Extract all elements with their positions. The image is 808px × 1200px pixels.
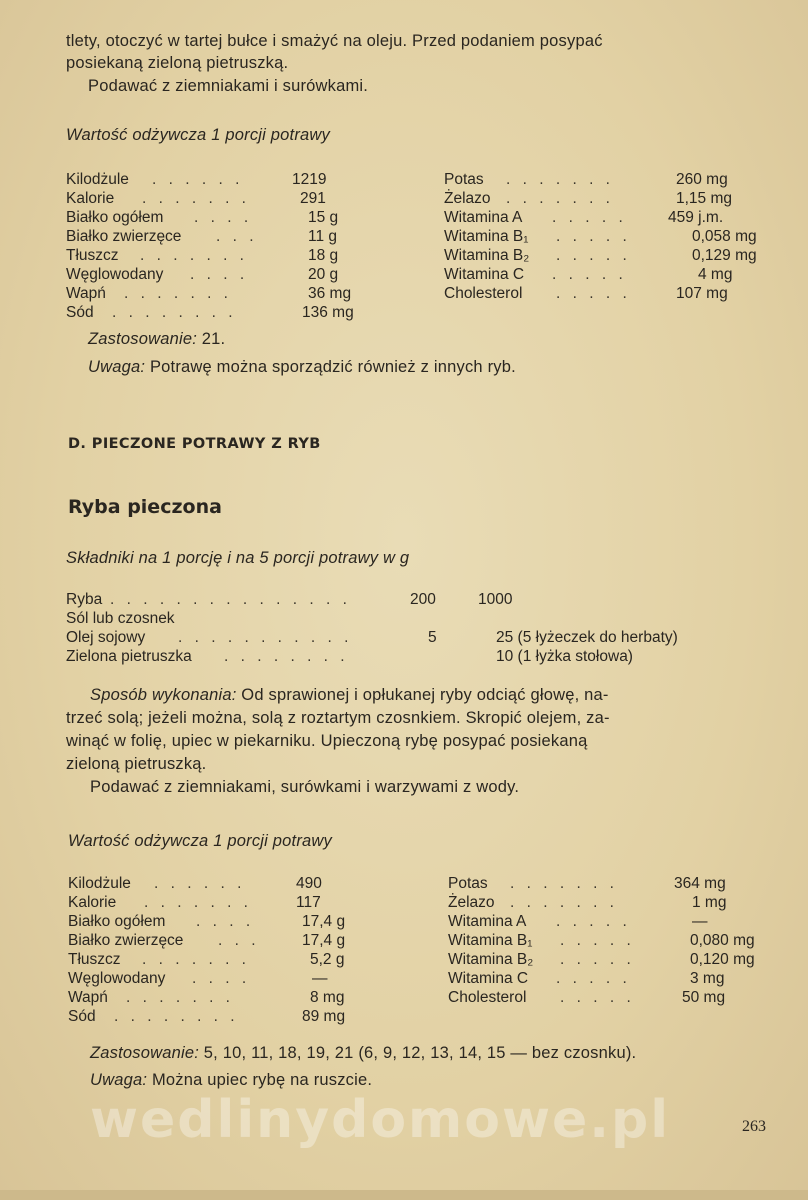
leader-dots: . . . . . . . xyxy=(510,875,618,892)
nutrient-value: 15 g xyxy=(308,209,339,226)
ingredients-table xyxy=(66,590,746,666)
nutrient-label: Węglowodany xyxy=(68,970,166,987)
nutrient-label: Wapń xyxy=(68,989,108,1006)
nutrient-value: 17,4 g xyxy=(302,913,346,930)
amount-five: 10 (1 łyżka stołowa) xyxy=(496,648,633,665)
nutrition-left-table xyxy=(66,170,366,322)
section-heading: D. PIECZONE POTRAWY Z RYB xyxy=(68,436,321,452)
nutrition-row xyxy=(448,988,778,1007)
method-line-3: winąć w folię, upiec w piekarniku. Upieczoną rybę posypać posiekaną xyxy=(66,732,588,750)
note-label: Uwaga: xyxy=(90,1071,148,1089)
nutrient-label: Witamina B₁ xyxy=(448,932,533,949)
nutrient-value: 0,058 mg xyxy=(692,228,757,245)
nutrient-label: Sód xyxy=(68,1008,96,1025)
nutrition-row xyxy=(66,284,366,303)
nutrient-label: Białko ogółem xyxy=(66,209,164,226)
nutrient-value: 36 mg xyxy=(308,285,352,302)
nutrient-label: Witamina A xyxy=(448,913,527,930)
usage-label: Zastosowanie: xyxy=(90,1044,199,1062)
leader-dots: . . . . . . . . . . . . . . . xyxy=(110,591,351,608)
nutrient-label: Kilodżule xyxy=(68,875,131,892)
leader-dots: . . . xyxy=(216,228,258,245)
nutrient-label: Białko zwierzęce xyxy=(68,932,184,949)
nutrition-row xyxy=(68,969,368,988)
nutrient-label: Witamina C xyxy=(444,266,525,283)
watermark: wedlinydomowe.pl xyxy=(90,1090,671,1150)
nutrient-value: 260 mg xyxy=(676,171,728,188)
leader-dots: . . . . . . . . xyxy=(114,1008,239,1025)
nutrition-row xyxy=(66,170,366,189)
nutrition-row xyxy=(68,874,368,893)
ingredients-title: Składniki na 1 porcję i na 5 porcji potrawy w g xyxy=(66,549,410,567)
leader-dots: . . . . . xyxy=(556,285,631,302)
nutrient-value: 1219 xyxy=(292,171,327,188)
nutrient-label: Cholesterol xyxy=(444,285,523,302)
nutrient-label: Witamina B₁ xyxy=(444,228,529,245)
leader-dots: . . . . . xyxy=(552,209,627,226)
nutrition-right-table xyxy=(448,874,778,1007)
nutrient-label: Wapń xyxy=(66,285,106,302)
leader-dots: . . . . xyxy=(190,266,249,283)
nutrient-label: Tłuszcz xyxy=(66,247,119,264)
nutrient-value: 1,15 mg xyxy=(676,190,733,207)
nutrient-value: 4 mg xyxy=(698,266,733,283)
nutrition-row xyxy=(68,950,368,969)
leader-dots: . . . . xyxy=(196,913,255,930)
leader-dots: . . . . . . . xyxy=(142,190,250,207)
nutrition-row xyxy=(444,208,774,227)
ingredient-name: Zielona pietruszka xyxy=(66,648,192,665)
leader-dots: . . . . . xyxy=(552,266,627,283)
nutrition-row xyxy=(68,1007,368,1026)
nutrient-value: 11 g xyxy=(308,228,338,245)
nutrition-row xyxy=(444,170,774,189)
leader-dots: . . . . . . . xyxy=(140,247,248,264)
leader-dots: . . . . . . . xyxy=(506,190,614,207)
nutrition-row xyxy=(68,912,368,931)
nutrient-value: 459 j.m. xyxy=(668,209,724,226)
leader-dots: . . . . . . xyxy=(152,171,244,188)
intro-line-2: posiekaną zieloną pietruszką. xyxy=(66,54,289,72)
nutrient-value: — xyxy=(312,970,328,987)
amount-one: 200 xyxy=(410,591,436,608)
nutrient-value: 0,080 mg xyxy=(690,932,755,949)
nutrition-row xyxy=(448,931,778,950)
leader-dots: . . . . . . . xyxy=(144,894,252,911)
nutrient-label: Żelazo xyxy=(444,190,491,207)
ingredient-name: Ryba xyxy=(66,591,103,608)
note-line xyxy=(88,358,516,377)
nutrient-label: Witamina C xyxy=(448,970,529,987)
nutrient-label: Żelazo xyxy=(448,894,495,911)
nutrition-row xyxy=(66,189,366,208)
nutrient-value: 89 mg xyxy=(302,1008,346,1025)
leader-dots: . . . . . xyxy=(556,247,631,264)
usage-label: Zastosowanie: xyxy=(88,330,197,348)
leader-dots: . . . . . . . xyxy=(510,894,618,911)
nutrient-value: 136 mg xyxy=(302,304,354,321)
nutrient-label: Witamina B₂ xyxy=(448,951,534,968)
method-line-4: zieloną pietruszką. xyxy=(66,755,207,773)
leader-dots: . . . . . xyxy=(560,989,635,1006)
usage-value: 21. xyxy=(201,330,226,348)
leader-dots: . . . . . xyxy=(560,932,635,949)
nutrient-label: Potas xyxy=(448,875,488,892)
nutrient-label: Kalorie xyxy=(66,190,115,207)
nutrient-value: 364 mg xyxy=(674,875,726,892)
nutrient-value: 490 xyxy=(296,875,322,892)
nutrition-row xyxy=(444,246,774,265)
nutrition-row xyxy=(68,893,368,912)
nutrition-right-table xyxy=(444,170,774,303)
leader-dots: . . . . . xyxy=(556,970,631,987)
nutrient-label: Tłuszcz xyxy=(68,951,121,968)
method-line-2: trzeć solą; jeżeli można, solą z roztartym czosnkiem. Skropić olejem, za- xyxy=(66,709,610,727)
note-value: Potrawę można sporządzić również z innych ryb. xyxy=(149,358,516,376)
nutrient-value: 3 mg xyxy=(690,970,725,987)
nutrition-row xyxy=(66,246,366,265)
leader-dots: . . . . xyxy=(192,970,251,987)
note-value: Można upiec rybę na ruszcie. xyxy=(151,1071,373,1089)
leader-dots: . . . . xyxy=(194,209,253,226)
nutrition-title: Wartość odżywcza 1 porcji potrawy xyxy=(68,832,332,850)
leader-dots: . . . . . . . xyxy=(124,285,232,302)
nutrition-row xyxy=(66,227,366,246)
note-label: Uwaga: xyxy=(88,358,146,376)
leader-dots: . . . xyxy=(218,932,260,949)
nutrition-title: Wartość odżywcza 1 porcji potrawy xyxy=(66,126,330,144)
leader-dots: . . . . . . . xyxy=(506,171,614,188)
intro-line-3: Podawać z ziemniakami i surówkami. xyxy=(88,77,369,95)
usage-line xyxy=(88,330,225,349)
nutrient-label: Witamina B₂ xyxy=(444,247,530,264)
nutrient-label: Witamina A xyxy=(444,209,523,226)
nutrition-row xyxy=(448,969,778,988)
nutrition-row xyxy=(68,988,368,1007)
amount-five: 1000 xyxy=(478,591,513,608)
nutrient-label: Sód xyxy=(66,304,94,321)
nutrient-value: 5,2 g xyxy=(310,951,345,968)
ingredient-row xyxy=(66,628,746,647)
nutrient-label: Białko ogółem xyxy=(68,913,166,930)
nutrition-row xyxy=(448,893,778,912)
nutrient-value: 291 xyxy=(300,190,326,207)
leader-dots: . . . . . xyxy=(560,951,635,968)
leader-dots: . . . . . xyxy=(556,913,631,930)
leader-dots: . . . . . . . . xyxy=(112,304,237,321)
nutrition-row xyxy=(68,931,368,950)
amount-five: 25 (5 łyżeczek do herbaty) xyxy=(496,629,678,646)
ingredient-row xyxy=(66,590,746,609)
nutrient-value: 0,129 mg xyxy=(692,247,757,264)
nutrient-label: Potas xyxy=(444,171,484,188)
nutrition-row xyxy=(444,265,774,284)
nutrient-value: 50 mg xyxy=(682,989,726,1006)
usage-value: 5, 10, 11, 18, 19, 21 (6, 9, 12, 13, 14, 15 — bez czosnku). xyxy=(203,1044,637,1062)
nutrition-row xyxy=(444,189,774,208)
nutrient-label: Kilodżule xyxy=(66,171,129,188)
nutrition-row xyxy=(66,303,366,322)
nutrition-row xyxy=(448,874,778,893)
nutrition-row xyxy=(448,912,778,931)
amount-one: 5 xyxy=(428,629,437,646)
leader-dots: . . . . . . . . . . . xyxy=(178,629,353,646)
nutrient-value: 18 g xyxy=(308,247,339,264)
nutrient-label: Białko zwierzęce xyxy=(66,228,182,245)
nutrient-label: Węglowodany xyxy=(66,266,164,283)
leader-dots: . . . . . . . . xyxy=(224,648,349,665)
leader-dots: . . . . . xyxy=(556,228,631,245)
nutrition-row xyxy=(448,950,778,969)
nutrient-value: 107 mg xyxy=(676,285,728,302)
method-label: Sposób wykonania: xyxy=(90,686,237,704)
nutrient-value: 117 xyxy=(296,894,321,911)
nutrition-row xyxy=(444,284,774,303)
nutrient-value: 8 mg xyxy=(310,989,345,1006)
nutrition-row xyxy=(444,227,774,246)
method-text: Od sprawionej i opłukanej ryby odciąć głowę, na- xyxy=(241,686,609,704)
nutrient-value: 17,4 g xyxy=(302,932,346,949)
page-edge xyxy=(0,1190,808,1200)
page-number: 263 xyxy=(742,1118,766,1135)
recipe-title: Ryba pieczona xyxy=(68,496,222,518)
nutrition-row xyxy=(66,265,366,284)
nutrient-value: — xyxy=(692,913,708,930)
nutrient-label: Kalorie xyxy=(68,894,117,911)
nutrition-left-table xyxy=(68,874,368,1026)
note-line xyxy=(90,1071,372,1090)
usage-line xyxy=(90,1044,636,1063)
ingredient-row xyxy=(66,647,746,666)
leader-dots: . . . . . . xyxy=(154,875,246,892)
serve-line: Podawać z ziemniakami, surówkami i warzywami z wody. xyxy=(90,778,520,796)
nutrient-value: 20 g xyxy=(308,266,339,283)
nutrient-label: Cholesterol xyxy=(448,989,527,1006)
nutrient-value: 0,120 mg xyxy=(690,951,755,968)
leader-dots: . . . . . . . xyxy=(142,951,250,968)
ingredient-row xyxy=(66,609,746,628)
nutrient-value: 1 mg xyxy=(692,894,727,911)
nutrition-row xyxy=(66,208,366,227)
leader-dots: . . . . . . . xyxy=(126,989,234,1006)
method-line-1 xyxy=(90,686,609,705)
ingredient-name: Olej sojowy xyxy=(66,629,146,646)
intro-line-1: tlety, otoczyć w tartej bułce i smażyć na oleju. Przed podaniem posypać xyxy=(66,32,603,50)
ingredient-name: Sól lub czosnek xyxy=(66,610,175,627)
